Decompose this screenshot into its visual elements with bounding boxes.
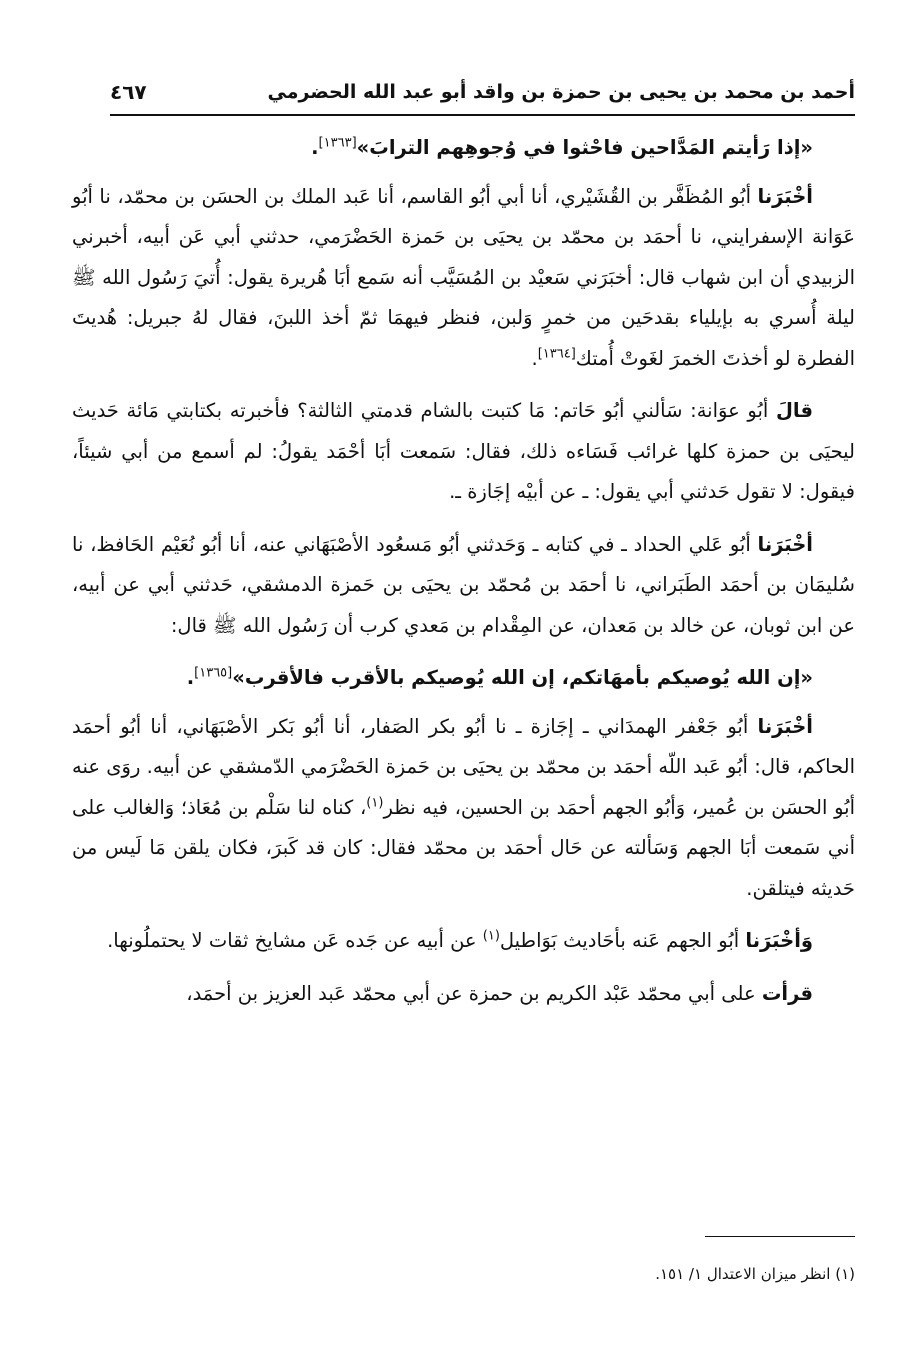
hadith-number: [١٣٦٣]: [318, 135, 357, 151]
narration-paragraph: أخْبَرَنا أبُو جَعْفر الهمدَاني ـ إجَازة ـ نا أبُو بكر الصَفار، أنا أبُو بَكر الأصْبَهَاني، أنا أبُو أحمَد الحاكم، قال: أبُو عَبد اللّه أحمَد بن محمّد بن يحيَى بن حَمزة الحَضْرَمي الدّمشقي عن أبيه. روَى عنه أبُو الحسَن بن عُمير، وَأبُو الجهم أحمَد بن الحسين، فيه نظر$^{(١)}$، كناه لنا سَلْم بن مُعَاذ؛ وَالغالب على أني سَمعت أبَا الجهم وَسَألته عن حَال أحمَد بن محمّد فقال: كان قد كَبرَ، فكان يلقن مَا لَيس من حَديثه فيتلقن.: [72, 714, 855, 900]
narration-paragraph: وَأخْبَرَنا أبُو الجهم عَنه بأحَاديث بَوَاطيل$^{(١)}$ عن أبيه عن جَده عَن مشايخ ثقات لا يحتملُونها.: [107, 928, 813, 952]
narration-paragraph: قالَ أبُو عوَانة: سَألني أبُو حَاتم: مَا كتبت بالشام قدمتي الثالثة؟ فأخبرته بكتابتي مَائة حَديث ليحيَى بن حمزة كلها غرائب فَسَاءه ذلك، فقال: سَمعت أبَا أحْمَد يقولُ: لم أسمع من أبي شيئاً، فيقول: لا تقول حَدثني أبي يقول: ـ عن أبيْه إجَازة ـ.: [72, 399, 855, 503]
footnote-number: (١): [835, 1265, 855, 1283]
paragraph-lead: وَأخْبَرَنا: [745, 929, 813, 952]
paragraph-lead: أخْبَرَنا: [757, 714, 813, 738]
hadith-number: [١٣٦٥]: [194, 665, 233, 681]
hadith-quote: «إن الله يُوصيكم بأمهَاتكم، إن الله يُوصيكم بالأقرب فالأقرب»[١٣٦٥].: [186, 665, 813, 689]
footnote-text: انظر ميزان الاعتدال ١/ ١٥١.: [655, 1265, 831, 1283]
paragraph-lead: أخْبَرَنا: [757, 532, 813, 556]
hadith-number: [١٣٦٤]: [537, 346, 576, 361]
narration-paragraph: أخْبَرَنا أبُو المُظَفَّر بن القُشَيْري، أنا أبي أبُو القاسم، أنا عَبد الملك بن الحسَن بن محمّد، نا أبُو عَوَانة الإسفرايني، نا أحمَد بن محمّد بن يحيَى بن حَمزة الحَضْرَمي، حدثني أبي عَن أبيه، أخبرني الزبيدي أن ابن شهاب قال: أخبَرَني سَعيْد بن المُسَيَّب أنه سَمع أبَا هُريرة يقول: أُتيَ رَسُول الله ﷺ ليلة أُسري به بإيلياء بقدحَين من خمرٍ وَلبن، فنظر فيهمَا ثمّ أخذ اللبنَ، فقال لهُ جبريل: هُديتَ الفطرة لو أخذتَ الخمرَ لغَوتْ أُمتك[١٣٦٤].: [72, 184, 855, 370]
footnote-divider: [705, 1236, 855, 1237]
paragraph-lead: أخْبَرَنا: [757, 184, 813, 208]
footnote-ref: (١): [482, 928, 500, 944]
page-number: ٤٦٧: [110, 80, 147, 104]
paragraph-lead: قالَ: [775, 399, 813, 422]
narration-paragraph: أخْبَرَنا أبُو عَلي الحداد ـ في كتابه ـ وَحَدثني أبُو مَسعُود الأصْبَهَاني عنه، أنا أبُو نُعَيْم الحَافظ، نا سُليمَان بن أحمَد الطَبَراني، نا أحمَد بن مُحمّد بن يحيَى بن حَمزة الدمشقي، حَدثني أبي عن أبيه، عن ابن ثوبان، عن خالد بن مَعدان، عن المِقْدام بن مَعدي كرب أن رَسُول الله ﷺ قال:: [72, 532, 855, 637]
paragraph-lead: قرأت: [761, 981, 813, 1005]
page-header: [110, 74, 855, 116]
footnote-ref: (١): [366, 795, 384, 810]
narration-paragraph: قرأت على أبي محمّد عَبْد الكريم بن حمزة عن أبي محمّد عَبد العزيز بن أحمَد،: [186, 981, 813, 1005]
running-title: أحمد بن محمد بن يحيى بن حمزة بن واقد أبو عبد الله الحضرمي: [267, 81, 855, 103]
page-body: [72, 128, 855, 1026]
footnote: [72, 1262, 855, 1286]
hadith-quote: «إذا رَأيتم المَدَّاحين فاحْثوا في وُجوهِهم الترابَ»[١٣٦٣].: [311, 135, 813, 159]
